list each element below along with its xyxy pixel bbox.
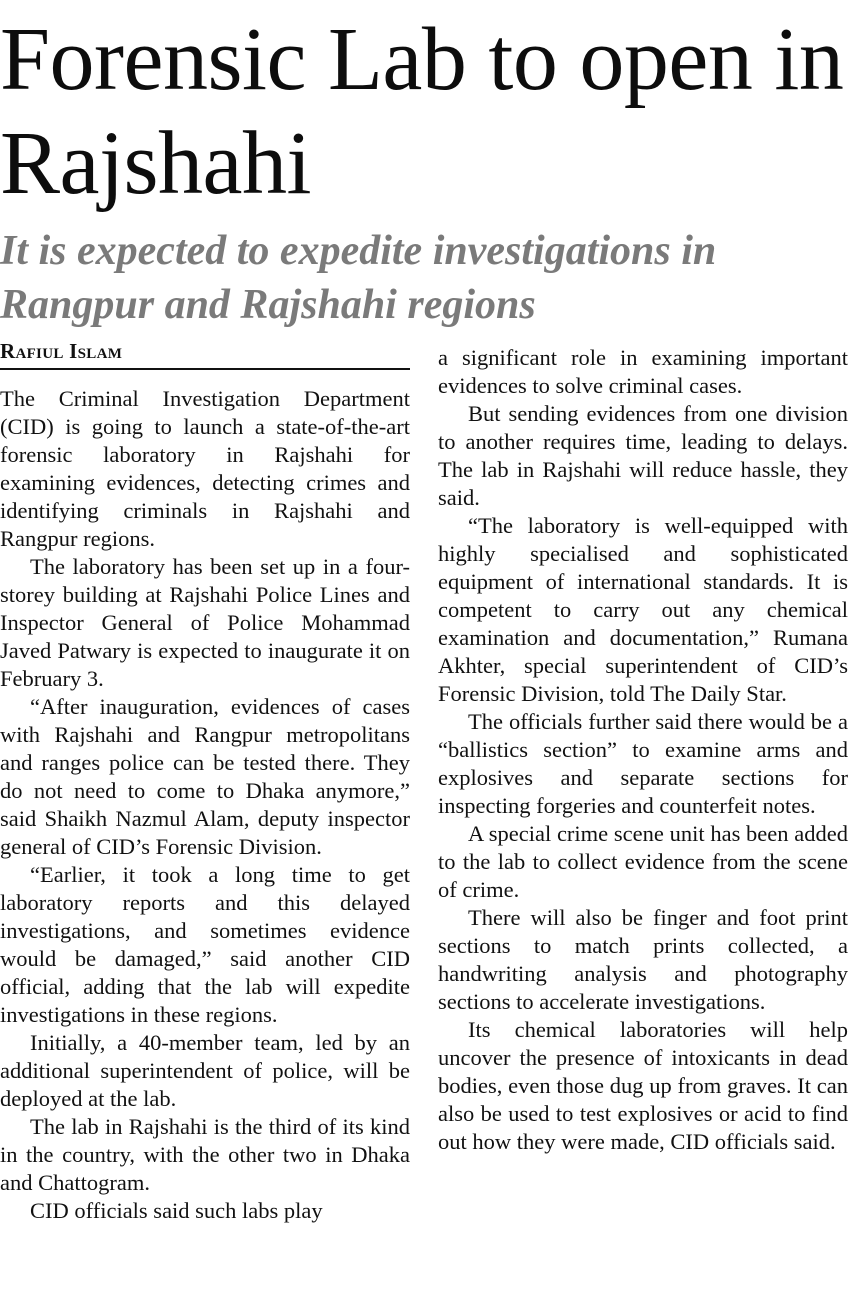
article-paragraph: CID officials said such labs play — [30, 1198, 323, 1223]
article-paragraph: But sending evidences from one division to another requires time, leading to delays. The lab in Rajshahi will reduce hassle, they said. — [438, 401, 848, 510]
article-paragraph: There will also be finger and foot print sections to match prints collected, a handwriting analysis and photography sections to accelerate investigations. — [438, 905, 848, 1014]
article-paragraph-continued: a significant role in examining important evidences to solve criminal cases. — [438, 345, 848, 398]
article-right-column — [438, 344, 848, 1156]
article-paragraph: Initially, a 40-member team, led by an additional superintendent of police, will be deployed at the lab. — [0, 1030, 410, 1111]
article-paragraph: The officials further said there would be a “ballistics section” to examine arms and explosives and separate sections for inspecting forgeries and counterfeit notes. — [438, 709, 848, 818]
article-paragraph: Its chemical laboratories will help uncover the presence of intoxicants in dead bodies, even those dug up from graves. It can also be used to test explosives or acid to find out how they were made, CID officials said. — [438, 1017, 848, 1154]
article-byline: Rafiul Islam — [0, 338, 410, 370]
article-headline: Forensic Lab to open in Rajshahi — [0, 10, 844, 213]
article-paragraph: “The laboratory is well-equipped with highly specialised and sophisticated equipment of international standards. It is competent to carry out any chemical examination and documentation,” Rumana Akhter, special superintendent of CID’s Forensic Division, told The Daily Star. — [438, 513, 848, 706]
article-subheadline: It is expected to expedite investigations in Rangpur and Rajshahi regions — [0, 228, 717, 328]
article-paragraph: A special crime scene unit has been added to the lab to collect evidence from the scene of crime. — [438, 821, 848, 902]
article-paragraph: “After inauguration, evidences of cases with Rajshahi and Rangpur metropolitans and ranges police can be tested there. They do not need to come to Dhaka anymore,” said Shaikh Nazmul Alam, deputy inspector general of CID’s Forensic Division. — [0, 694, 410, 859]
article-paragraph: The lab in Rajshahi is the third of its kind in the country, with the other two in Dhaka and Chattogram. — [0, 1114, 410, 1195]
article-paragraph: The Criminal Investigation Department (CID) is going to launch a state-of-the-art forensic laboratory in Rajshahi for examining evidences, detecting crimes and identifying criminals in Rajshahi and Rangpur regions. — [0, 386, 410, 551]
article-left-column — [0, 385, 410, 1225]
article-paragraph: The laboratory has been set up in a four-storey building at Rajshahi Police Lines and Inspector General of Police Mohammad Javed Patwary is expected to inaugurate it on February 3. — [0, 554, 410, 691]
article-paragraph: “Earlier, it took a long time to get laboratory reports and this delayed investigations, and sometimes evidence would be damaged,” said another CID official, adding that the lab will expedite investigations in these regions. — [0, 862, 410, 1027]
